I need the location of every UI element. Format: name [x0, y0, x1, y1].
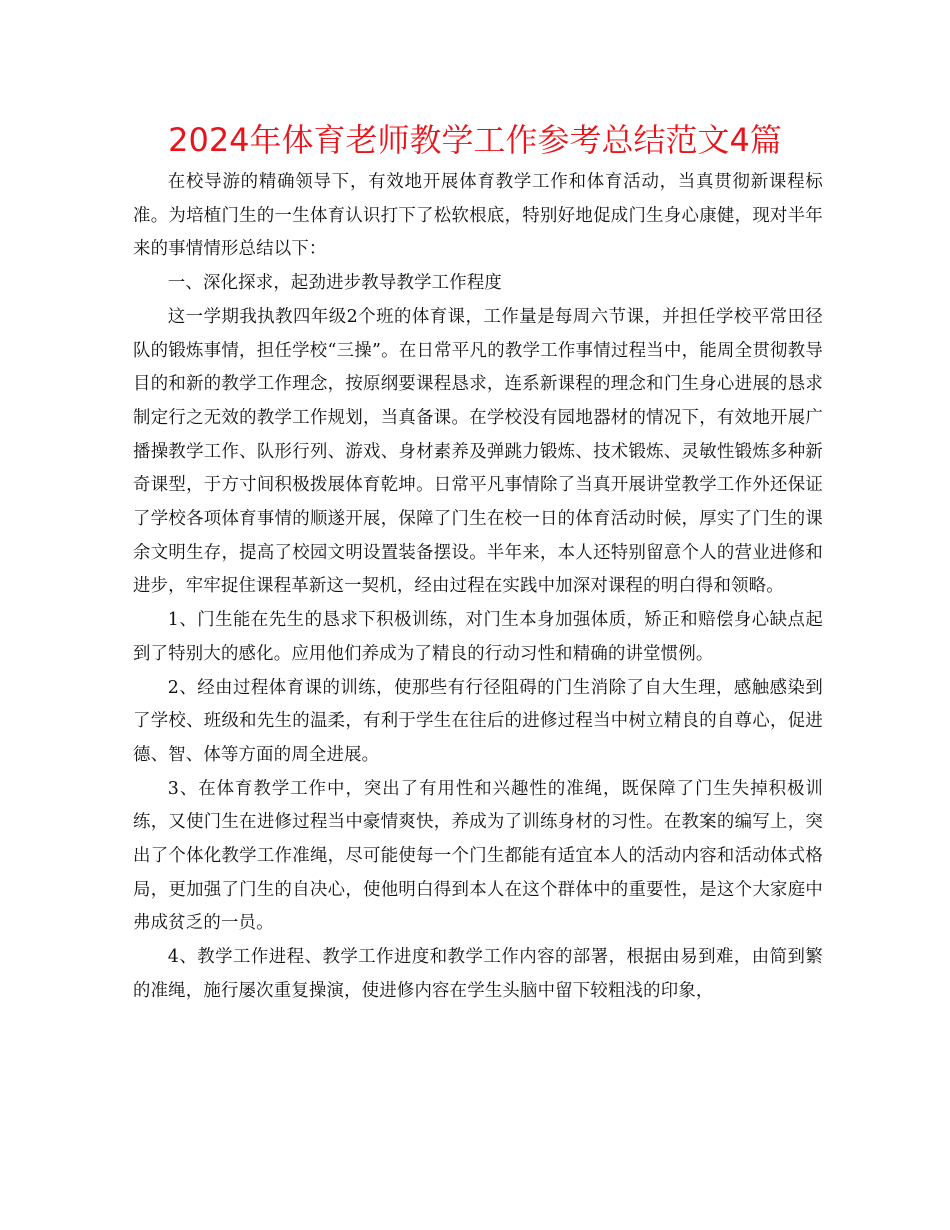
paragraph-intro: 在校导游的精确领导下，有效地开展体育教学工作和体育活动，当真贯彻新课程标准。为培植门生的一生体育认识打下了松软根底，特别好地促成门生身心康健，现对半年来的事情情形总结以下： — [133, 172, 823, 260]
document-title: 2024年体育老师教学工作参考总结范文4篇 — [168, 121, 782, 159]
document-body — [133, 166, 823, 1009]
paragraph-teaching-overview: 这一学期我执教四年级2个班的体育课，工作量是每周六节课，并担任学校平常田径队的锻炼事情，担任学校“三操”。在日常平凡的教学工作事情过程当中，能周全贯彻教导目的和新的教学工作理念，按原纲要课程恳求，连系新课程的理念和门生身心进展的恳求制定行之无效的教学工作规划，当真备课。在学校没有园地器材的情况下，有效地开展广播操教学工作、队形行列、游戏、身材素养及弹跳力锻炼、技术锻炼、灵敏性锻炼多种新奇课型，于方寸间积极拨展体育乾坤。日常平凡事情除了当真开展讲堂教学工作外还保证了学校各项体育事情的顺遂开展，保障了门生在校一日的体育活动时候，厚实了门生的课余文明生存，提高了校园文明设置装备摆设。半年来，本人还特别留意个人的营业进修和进步，牢牢捉住课程革新这一契机，经由过程在实践中加深对课程的明白得和领略。 — [133, 306, 823, 597]
paragraph-point-2: 2、经由过程体育课的训练，使那些有行径阻碍的门生消除了自大生理，感触感染到了学校、班级和先生的温柔，有利于学生在往后的进修过程当中树立精良的自尊心，促进德、智、体等方面的周全进展。 — [133, 677, 823, 765]
paragraph-point-1: 1、门生能在先生的恳求下积极训练，对门生本身加强体质，矫正和赔偿身心缺点起到了特别大的感化。应用他们养成为了精良的行动习性和精确的讲堂惯例。 — [133, 610, 823, 664]
paragraph-point-4: 4、教学工作进程、教学工作进度和教学工作内容的部署，根据由易到难，由简到繁的准绳，施行屡次重复操演，使进修内容在学生头脑中留下较粗浅的印象， — [133, 947, 823, 1001]
paragraph-point-3: 3、在体育教学工作中，突出了有用性和兴趣性的准绳，既保障了门生失掉积极训练，又使门生在进修过程当中豪情爽快，养成为了训练身材的习性。在教案的编写上，突出了个体化教学工作准绳，尽可能使每一个门生都能有适宜本人的活动内容和活动体式格局，更加强了门生的自决心，使他明白得到本人在这个群体中的重要性，是这个大家庭中弗成贫乏的一员。 — [133, 778, 823, 934]
section-heading-1: 一、深化探求，起劲进步教导教学工作程度 — [167, 273, 503, 294]
